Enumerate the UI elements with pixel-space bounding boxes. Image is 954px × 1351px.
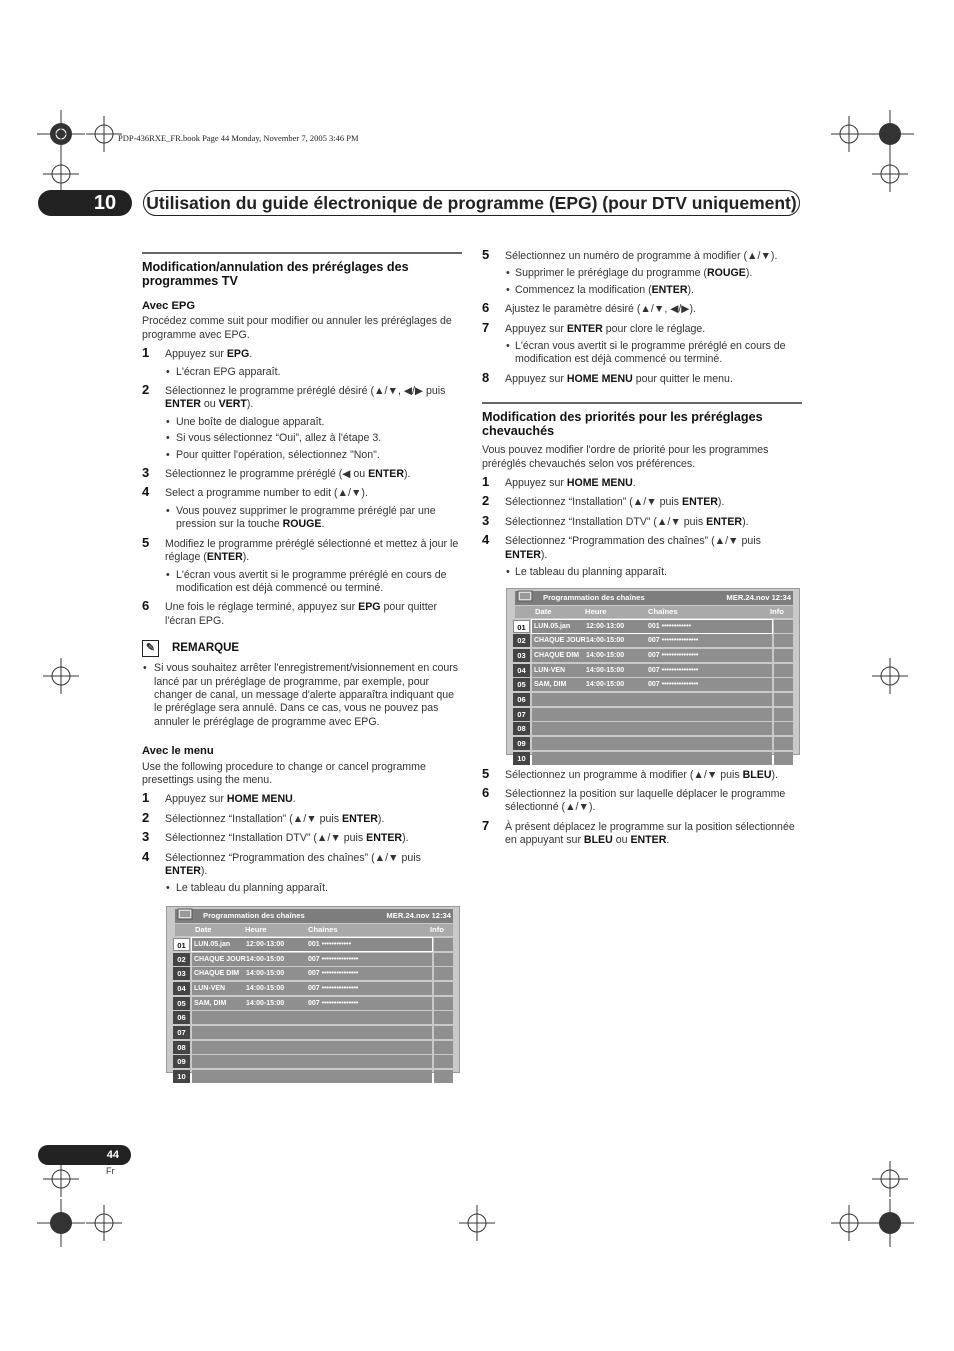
row-date: LUN-VEN bbox=[194, 984, 226, 992]
row-info bbox=[774, 708, 793, 721]
row-info bbox=[774, 722, 793, 735]
step: 7 À présent déplacez le programme sur la position sélectionnée en appuyant sur BLEU ou ENTER. bbox=[482, 817, 795, 847]
table-row bbox=[173, 938, 453, 951]
row-date: SAM, DIM bbox=[534, 681, 567, 689]
right-column bbox=[482, 247, 802, 848]
epg-column-headers: Date Heure Chaînes Info bbox=[515, 606, 793, 618]
row-number: 09 bbox=[513, 737, 530, 750]
crosshair-mark-icon bbox=[37, 652, 85, 700]
row-time: 12:00-13:00 bbox=[246, 940, 285, 948]
row-body bbox=[532, 649, 772, 662]
table-row bbox=[173, 1041, 453, 1054]
left-column bbox=[142, 252, 462, 1082]
row-body bbox=[532, 678, 772, 691]
epg-column-headers: Date Heure Chaînes Info bbox=[175, 924, 453, 936]
table-row bbox=[513, 693, 793, 706]
step: 3 Sélectionnez le programme préréglé (◀ ou ENTER). bbox=[142, 465, 411, 481]
row-number: 05 bbox=[173, 997, 190, 1010]
row-channel: 007 ••••••••••••••• bbox=[308, 999, 359, 1007]
row-info bbox=[434, 1070, 453, 1083]
bullet: • Une boîte de dialogue apparaît. bbox=[142, 416, 462, 429]
row-time: 14:00-15:00 bbox=[586, 681, 625, 689]
row-number: 10 bbox=[173, 1070, 190, 1083]
language-code: Fr bbox=[106, 1166, 115, 1176]
table-row bbox=[513, 664, 793, 677]
row-body bbox=[532, 722, 772, 735]
row-info bbox=[774, 664, 793, 677]
row-number: 02 bbox=[173, 953, 190, 966]
table-row bbox=[173, 997, 453, 1010]
row-info bbox=[434, 1011, 453, 1024]
row-date: CHAQUE DIM bbox=[194, 970, 240, 978]
row-body bbox=[192, 953, 432, 966]
row-number: 06 bbox=[173, 1011, 190, 1024]
row-body bbox=[192, 982, 432, 995]
row-number: 03 bbox=[173, 967, 190, 980]
step: 6 Ajustez le paramètre désiré (▲/▼, ◀/▶). bbox=[482, 300, 696, 316]
row-body bbox=[532, 693, 772, 706]
crosshair-mark-icon bbox=[866, 652, 914, 700]
step: 5 Sélectionnez un programme à modifier (▲/▼ puis BLEU). bbox=[482, 765, 778, 781]
bullet: • Le tableau du planning apparaît. bbox=[482, 566, 802, 579]
row-body bbox=[192, 1026, 432, 1039]
table-row bbox=[513, 649, 793, 662]
paragraph: Vous pouvez modifier l'ordre de priorité pour les programmes préréglés chevauchés selon vos préférences. bbox=[482, 444, 769, 470]
table-row bbox=[173, 1055, 453, 1068]
row-info bbox=[774, 693, 793, 706]
row-body bbox=[192, 1055, 432, 1068]
monitor-icon bbox=[177, 907, 195, 922]
table-row bbox=[513, 620, 793, 633]
paragraph: Use the following procedure to change or cancel programme presettings using the menu. bbox=[142, 760, 426, 786]
bullet: • Supprimer le préréglage du programme (ROUGE). bbox=[482, 267, 802, 280]
table-row bbox=[513, 678, 793, 691]
row-number: 01 bbox=[513, 620, 530, 633]
row-body bbox=[192, 1011, 432, 1024]
bullet: • Si vous sélectionnez “Oui”, allez à l'étape 3. bbox=[142, 432, 462, 445]
row-time: 14:00-15:00 bbox=[586, 651, 625, 659]
row-number: 08 bbox=[173, 1041, 190, 1054]
row-info bbox=[434, 1041, 453, 1054]
step: 1 Appuyez sur EPG. bbox=[142, 345, 253, 361]
step: 2 Sélectionnez “Installation” (▲/▼ puis ENTER). bbox=[142, 809, 385, 825]
epg-schedule-screen bbox=[166, 906, 460, 1082]
row-info bbox=[774, 620, 793, 633]
row-channel: 007 ••••••••••••••• bbox=[648, 681, 699, 689]
table-row bbox=[173, 953, 453, 966]
row-info bbox=[434, 938, 453, 951]
row-body bbox=[192, 938, 432, 951]
row-body bbox=[192, 967, 432, 980]
row-channel: 001 •••••••••••• bbox=[648, 622, 692, 630]
row-number: 04 bbox=[173, 982, 190, 995]
bullet: • L'écran EPG apparaît. bbox=[142, 366, 462, 379]
crosshair-mark-icon bbox=[866, 150, 914, 198]
row-number: 04 bbox=[513, 664, 530, 677]
subheading: Avec EPG bbox=[142, 300, 196, 312]
step: 1 Appuyez sur HOME MENU. bbox=[482, 474, 636, 490]
step: 8 Appuyez sur HOME MENU pour quitter le menu. bbox=[482, 369, 733, 385]
row-info bbox=[774, 649, 793, 662]
row-body bbox=[532, 620, 772, 633]
book-info-line: PDP-436RXE_FR.book Page 44 Monday, November 7, 2005 3:46 PM bbox=[118, 133, 359, 143]
row-number: 09 bbox=[173, 1055, 190, 1068]
pencil-note-icon: ✎ bbox=[142, 640, 159, 657]
row-date: LUN.05.jan bbox=[194, 940, 231, 948]
step: 2 Sélectionnez “Installation” (▲/▼ puis ENTER). bbox=[482, 493, 725, 509]
step: 5 Sélectionnez un numéro de programme à modifier (▲/▼). bbox=[482, 247, 778, 262]
monitor-icon bbox=[517, 589, 535, 604]
bullet: • Pour quitter l'opération, sélectionnez "Non". bbox=[142, 449, 462, 462]
bullet: • L'écran vous avertit si le programme préréglé en cours de modification est déjà commencé ou terminé. bbox=[482, 340, 802, 367]
row-date: LUN-VEN bbox=[534, 666, 566, 674]
row-time: 14:00-15:00 bbox=[246, 999, 285, 1007]
row-number: 03 bbox=[513, 649, 530, 662]
table-row bbox=[173, 1026, 453, 1039]
row-body bbox=[532, 664, 772, 677]
row-body bbox=[192, 1070, 432, 1083]
paragraph: Procédez comme suit pour modifier ou annuler les préréglages de programme avec EPG. bbox=[142, 315, 452, 341]
row-time: 14:00-15:00 bbox=[586, 666, 625, 674]
section-title: Modification/annulation des préréglages des programmes TV bbox=[142, 252, 462, 288]
row-time: 12:00-13:00 bbox=[586, 622, 625, 630]
table-row bbox=[173, 1070, 453, 1083]
bullet: • Le tableau du planning apparaît. bbox=[142, 882, 462, 895]
row-body bbox=[532, 737, 772, 750]
row-date: CHAQUE JOUR bbox=[534, 637, 586, 645]
step: 1 Appuyez sur HOME MENU. bbox=[142, 790, 296, 806]
row-info bbox=[434, 1026, 453, 1039]
epg-header: Programmation des chaînes MER.24.nov 12:34 bbox=[175, 909, 453, 923]
row-info bbox=[774, 737, 793, 750]
bullet: • L'écran vous avertit si le programme préréglé en cours de modification est déjà commencé ou terminé. bbox=[142, 569, 462, 596]
step: 3 Sélectionnez “Installation DTV” (▲/▼ puis ENTER). bbox=[482, 512, 749, 528]
row-channel: 001 •••••••••••• bbox=[308, 940, 352, 948]
row-date: LUN.05.jan bbox=[534, 622, 571, 630]
row-channel: 007 ••••••••••••••• bbox=[648, 637, 699, 645]
row-channel: 007 ••••••••••••••• bbox=[308, 984, 359, 992]
row-number: 07 bbox=[173, 1026, 190, 1039]
row-channel: 007 ••••••••••••••• bbox=[308, 955, 359, 963]
row-time: 14:00-15:00 bbox=[246, 955, 285, 963]
bullet: • Vous pouvez supprimer le programme préréglé par une pression sur la touche ROUGE. bbox=[142, 505, 462, 532]
chapter-number-badge: 10 bbox=[38, 190, 132, 216]
row-time: 14:00-15:00 bbox=[246, 984, 285, 992]
table-row bbox=[513, 722, 793, 735]
row-channel: 007 ••••••••••••••• bbox=[648, 651, 699, 659]
row-body bbox=[532, 634, 772, 647]
chapter-title: Utilisation du guide électronique de programme (EPG) (pour DTV uniquement) bbox=[143, 190, 800, 216]
row-channel: 007 ••••••••••••••• bbox=[648, 666, 699, 674]
row-number: 10 bbox=[513, 752, 530, 765]
row-time: 14:00-15:00 bbox=[246, 970, 285, 978]
row-info bbox=[434, 953, 453, 966]
row-body bbox=[192, 997, 432, 1010]
page-number: 44 bbox=[38, 1145, 131, 1165]
step: 7 Appuyez sur ENTER pour clore le réglage. bbox=[482, 319, 706, 335]
step: 6 Une fois le réglage terminé, appuyez sur EPG pour quitter l'écran EPG. bbox=[142, 598, 438, 627]
epg-header: Programmation des chaînes MER.24.nov 12:34 bbox=[515, 591, 793, 605]
step: 4 Sélectionnez “Programmation des chaînes” (▲/▼ puis ENTER). bbox=[482, 532, 761, 561]
crosshair-mark-icon bbox=[453, 1199, 501, 1247]
row-number: 07 bbox=[513, 708, 530, 721]
row-number: 01 bbox=[173, 938, 190, 951]
row-date: SAM, DIM bbox=[194, 999, 227, 1007]
table-row bbox=[173, 982, 453, 995]
row-number: 02 bbox=[513, 634, 530, 647]
row-date: CHAQUE DIM bbox=[534, 651, 580, 659]
section-title: Modification des priorités pour les préréglages chevauchés bbox=[482, 402, 802, 438]
row-info bbox=[774, 752, 793, 765]
step: 6 Sélectionnez la position sur laquelle déplacer le programme sélectionné (▲/▼). bbox=[482, 784, 786, 814]
row-time: 14:00-15:00 bbox=[586, 637, 625, 645]
crosshair-mark-icon bbox=[825, 1199, 873, 1247]
row-number: 08 bbox=[513, 722, 530, 735]
step: 4 Select a programme number to edit (▲/▼). bbox=[142, 484, 368, 500]
note-heading: ✎ REMARQUE bbox=[142, 640, 462, 660]
row-info bbox=[434, 982, 453, 995]
registration-mark-icon bbox=[866, 1199, 914, 1247]
step: 4 Sélectionnez “Programmation des chaînes” (▲/▼ puis ENTER). bbox=[142, 848, 421, 877]
table-row bbox=[513, 634, 793, 647]
row-info bbox=[434, 967, 453, 980]
table-row bbox=[513, 737, 793, 750]
row-body bbox=[532, 708, 772, 721]
step: 2 Sélectionnez le programme préréglé désiré (▲/▼, ◀/▶ puis ENTER ou VERT). bbox=[142, 382, 446, 411]
step: 3 Sélectionnez “Installation DTV” (▲/▼ puis ENTER). bbox=[142, 829, 409, 845]
table-row bbox=[513, 708, 793, 721]
row-number: 05 bbox=[513, 678, 530, 691]
bullet: • Commencez la modification (ENTER). bbox=[482, 284, 802, 297]
note-text: • Si vous souhaitez arrêter l'enregistrement/visionnement en cours lancé par un préréglage de programme, par exemple, pour changer de canal, un message d'alerte apparaîtra indiquant que le préréglage sera annulé. Dans ce cas, vous ne pouvez pas annuler le préréglage de programme avec EPG. bbox=[142, 662, 462, 729]
epg-schedule-screen bbox=[506, 588, 800, 763]
subheading: Avec le menu bbox=[142, 745, 214, 758]
row-info bbox=[774, 634, 793, 647]
row-info bbox=[434, 1055, 453, 1068]
row-number: 06 bbox=[513, 693, 530, 706]
row-body bbox=[532, 752, 772, 765]
row-info bbox=[774, 678, 793, 691]
row-info bbox=[434, 997, 453, 1010]
row-date: CHAQUE JOUR bbox=[194, 955, 246, 963]
table-row bbox=[173, 967, 453, 980]
registration-mark-icon bbox=[37, 1199, 85, 1247]
step: 5 Modifiez le programme préréglé sélectionné et mettez à jour le réglage (ENTER). bbox=[142, 534, 459, 564]
crosshair-mark-icon bbox=[866, 1155, 914, 1203]
crosshair-mark-icon bbox=[80, 1199, 128, 1247]
row-body bbox=[192, 1041, 432, 1054]
table-row bbox=[513, 752, 793, 765]
table-row bbox=[173, 1011, 453, 1024]
row-channel: 007 ••••••••••••••• bbox=[308, 970, 359, 978]
